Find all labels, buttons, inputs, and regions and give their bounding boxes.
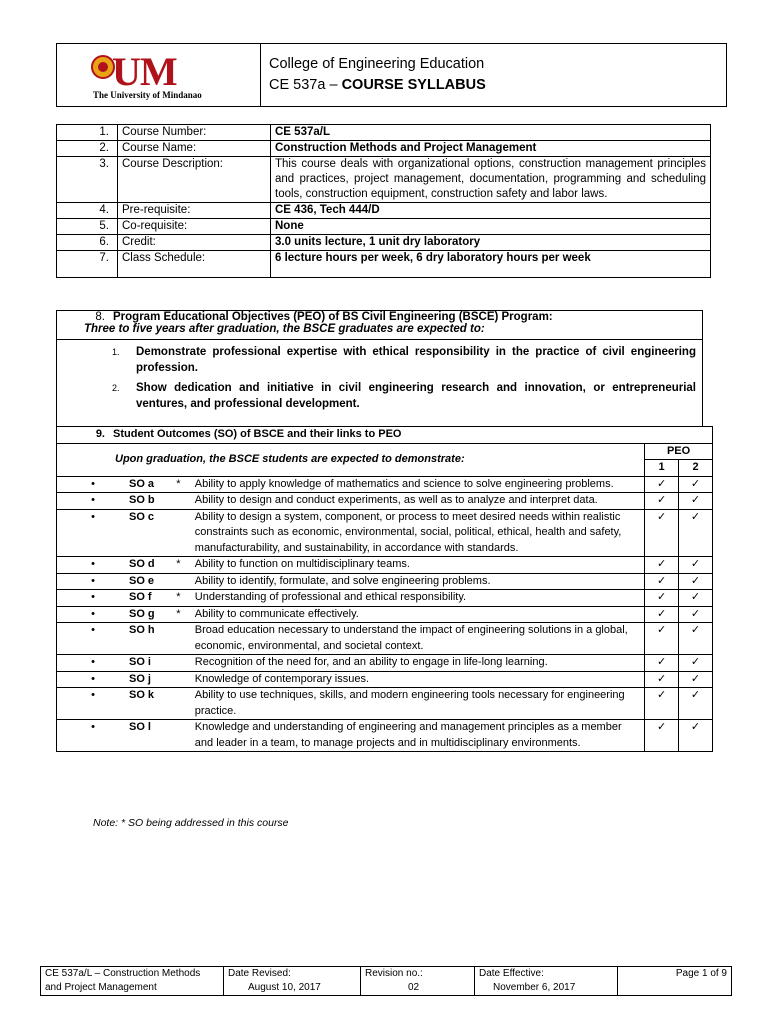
course-title-line [269, 75, 486, 96]
bullet: • [57, 606, 129, 623]
row-number: 3. [57, 157, 118, 203]
peo-item-text: Demonstrate professional expertise with ethical responsibility in the practice of civil engineering profession. [136, 346, 696, 374]
page-footer [40, 966, 732, 996]
course-info-row [57, 141, 711, 157]
so-star: * [176, 557, 195, 574]
check-icon: ✓ [645, 476, 679, 493]
so-description: Broad education necessary to understand the impact of engineering solutions in a global, economic, environmental, and societal context. [195, 623, 645, 655]
course-info-row [57, 157, 711, 203]
so-star: * [176, 476, 195, 493]
so-description: Ability to identify, formulate, and solve engineering problems. [195, 573, 645, 590]
row-label: Pre-requisite: [118, 203, 271, 219]
row-value: None [271, 219, 711, 235]
university-logo [57, 44, 261, 106]
peo-item-text: Show dedication and initiative in civil engineering research and innovation, or entrepreneurial ventures, and professional development. [136, 382, 696, 410]
check-icon: ✓ [679, 509, 713, 557]
so-code: SO g [129, 606, 176, 623]
check-icon: ✓ [645, 493, 679, 510]
bullet: • [57, 573, 129, 590]
bullet: • [57, 671, 129, 688]
so-description: Ability to design and conduct experiments, as well as to analyze and interpret data. [195, 493, 645, 510]
row-value: 3.0 units lecture, 1 unit dry laboratory [271, 235, 711, 251]
so-number: 9. [95, 428, 105, 440]
so-title: Student Outcomes (SO) of BSCE and their links to PEO [113, 428, 402, 440]
student-outcomes-table [56, 426, 713, 752]
so-row [57, 623, 713, 655]
so-code: SO i [129, 655, 176, 672]
date-effective-value: November 6, 2017 [493, 982, 576, 993]
so-row [57, 590, 713, 607]
footer-date-revised [224, 967, 361, 996]
footer-page: Page 1 of 9 [618, 967, 732, 996]
check-icon: ✓ [679, 671, 713, 688]
check-icon: ✓ [645, 606, 679, 623]
footer-course: CE 537a/L – Construction Methods and Project Management [41, 967, 224, 996]
bullet: • [57, 688, 129, 720]
so-row [57, 606, 713, 623]
check-icon: ✓ [645, 720, 679, 752]
so-intro-row [57, 443, 713, 460]
check-icon: ✓ [645, 671, 679, 688]
course-info-table [56, 124, 711, 278]
peo-col-1: 1 [645, 460, 679, 477]
row-value: CE 537a/L [271, 125, 711, 141]
row-value: CE 436, Tech 444/D [271, 203, 711, 219]
peo-item-number: 1. [112, 347, 120, 357]
check-icon: ✓ [645, 573, 679, 590]
check-icon: ✓ [645, 688, 679, 720]
so-row [57, 655, 713, 672]
so-star [176, 623, 195, 655]
row-number: 7. [57, 251, 118, 278]
course-info-row [57, 125, 711, 141]
check-icon: ✓ [645, 557, 679, 574]
bullet: • [57, 509, 129, 557]
peo-section [56, 310, 703, 427]
peo-col-2: 2 [679, 460, 713, 477]
so-star [176, 573, 195, 590]
so-star: * [176, 606, 195, 623]
document-header [56, 43, 727, 107]
peo-intro: Three to five years after graduation, the BSCE graduates are expected to: [57, 323, 702, 340]
bullet: • [57, 590, 129, 607]
row-number: 6. [57, 235, 118, 251]
so-row [57, 493, 713, 510]
so-star [176, 509, 195, 557]
course-info-row [57, 203, 711, 219]
so-star: * [176, 590, 195, 607]
check-icon: ✓ [679, 557, 713, 574]
row-label: Course Description: [118, 157, 271, 203]
peo-number: 8. [95, 311, 105, 323]
so-description: Recognition of the need for, and an ability to engage in life-long learning. [195, 655, 645, 672]
bullet: • [57, 623, 129, 655]
bullet: • [57, 476, 129, 493]
peo-item [57, 344, 702, 376]
check-icon: ✓ [679, 606, 713, 623]
check-icon: ✓ [645, 655, 679, 672]
check-icon: ✓ [679, 590, 713, 607]
check-icon: ✓ [679, 493, 713, 510]
row-label: Course Name: [118, 141, 271, 157]
peo-title: Program Educational Objectives (PEO) of BS Civil Engineering (BSCE) Program: [113, 311, 553, 323]
bullet: • [57, 557, 129, 574]
course-info-row [57, 251, 711, 278]
logo-subtitle: The University of Mindanao [93, 90, 202, 100]
peo-column-header: PEO [645, 443, 713, 460]
so-row [57, 720, 713, 752]
so-code: SO b [129, 493, 176, 510]
revision-value: 02 [408, 982, 420, 993]
date-effective-label: Date Effective: [479, 968, 544, 979]
row-number: 1. [57, 125, 118, 141]
so-description: Ability to apply knowledge of mathematics and science to solve engineering problems. [195, 476, 645, 493]
course-info-row [57, 235, 711, 251]
so-row [57, 509, 713, 557]
peo-item [57, 380, 702, 412]
college-name: College of Engineering Education [269, 56, 485, 72]
so-row [57, 671, 713, 688]
bullet: • [57, 720, 129, 752]
header-titles [269, 54, 486, 96]
so-row [57, 573, 713, 590]
so-description: Ability to use techniques, skills, and modern engineering tools necessary for engineering practice. [195, 688, 645, 720]
check-icon: ✓ [679, 720, 713, 752]
so-description: Ability to design a system, component, or process to meet desired needs within realistic constraints such as economic, environmental, social, political, ethical, health and safety, manufacturability, and sustainability, in accordance with standards. [195, 509, 645, 557]
so-description: Ability to function on multidisciplinary teams. [195, 557, 645, 574]
so-row [57, 557, 713, 574]
so-description: Knowledge and understanding of engineering and management principles as a member and leader in a team, to manage projects and in multidisciplinary environments. [195, 720, 645, 752]
so-code: SO c [129, 509, 176, 557]
row-label: Credit: [118, 235, 271, 251]
so-star [176, 720, 195, 752]
so-note: Note: * SO being addressed in this course [93, 817, 289, 829]
so-row [57, 476, 713, 493]
so-code: SO d [129, 557, 176, 574]
footer-revision [361, 967, 475, 996]
row-number: 5. [57, 219, 118, 235]
row-value: Construction Methods and Project Management [271, 141, 711, 157]
check-icon: ✓ [645, 590, 679, 607]
row-label: Course Number: [118, 125, 271, 141]
check-icon: ✓ [645, 623, 679, 655]
row-label: Class Schedule: [118, 251, 271, 278]
date-revised-label: Date Revised: [228, 968, 291, 979]
peo-item-number: 2. [112, 383, 120, 393]
so-code: SO e [129, 573, 176, 590]
bullet: • [57, 655, 129, 672]
peo-heading [57, 311, 702, 323]
so-description: Understanding of professional and ethical responsibility. [195, 590, 645, 607]
course-code: CE 537a – [269, 77, 338, 93]
row-label: Co-requisite: [118, 219, 271, 235]
course-info-row [57, 219, 711, 235]
row-value: 6 lecture hours per week, 6 dry laboratory hours per week [271, 251, 711, 278]
so-code: SO h [129, 623, 176, 655]
so-heading-row [57, 427, 713, 444]
so-code: SO l [129, 720, 176, 752]
revision-label: Revision no.: [365, 968, 423, 979]
so-star [176, 671, 195, 688]
so-intro: Upon graduation, the BSCE students are expected to demonstrate: [57, 443, 645, 476]
check-icon: ✓ [679, 476, 713, 493]
so-star [176, 493, 195, 510]
so-row [57, 688, 713, 720]
doc-type: COURSE SYLLABUS [341, 77, 486, 93]
row-value: This course deals with organizational options, construction management principles and practices, project management, documentation, programming and scheduling tools, construction equipment, construction safety and labor laws. [271, 157, 711, 203]
check-icon: ✓ [679, 623, 713, 655]
so-code: SO j [129, 671, 176, 688]
row-number: 2. [57, 141, 118, 157]
check-icon: ✓ [679, 655, 713, 672]
so-description: Knowledge of contemporary issues. [195, 671, 645, 688]
logo-text: UM [112, 49, 177, 94]
row-number: 4. [57, 203, 118, 219]
check-icon: ✓ [679, 688, 713, 720]
bullet: • [57, 493, 129, 510]
check-icon: ✓ [645, 509, 679, 557]
so-star [176, 655, 195, 672]
so-description: Ability to communicate effectively. [195, 606, 645, 623]
so-code: SO k [129, 688, 176, 720]
so-star [176, 688, 195, 720]
check-icon: ✓ [679, 573, 713, 590]
so-code: SO a [129, 476, 176, 493]
so-code: SO f [129, 590, 176, 607]
date-revised-value: August 10, 2017 [248, 982, 321, 993]
footer-date-effective [475, 967, 618, 996]
